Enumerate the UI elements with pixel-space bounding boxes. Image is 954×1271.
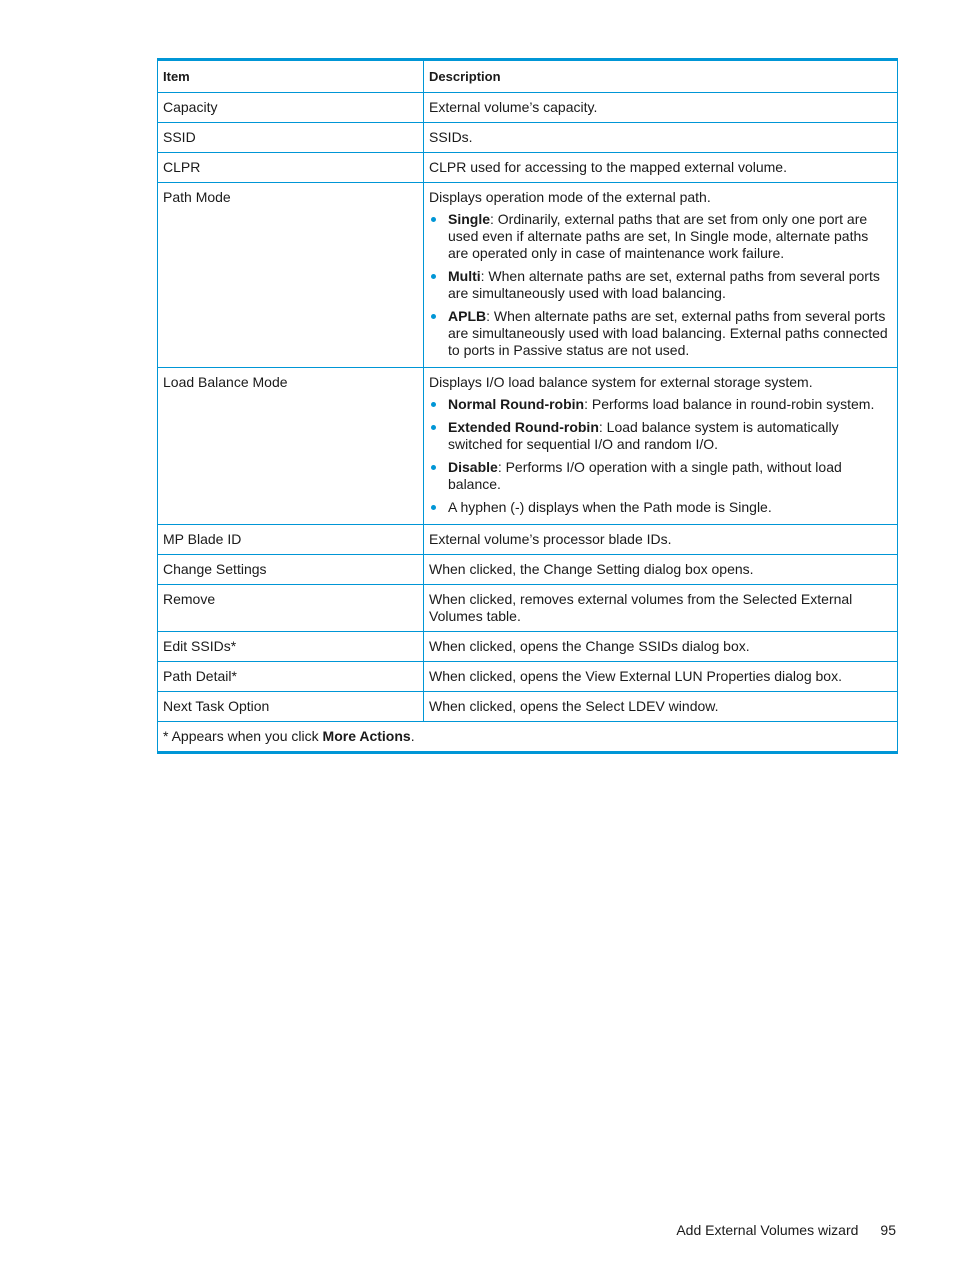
list-item (429, 459, 892, 493)
table-row (158, 585, 898, 632)
table-row (158, 368, 898, 525)
row-item: Path Detail* (158, 662, 424, 692)
list-item (429, 419, 892, 453)
row-description: When clicked, removes external volumes from the Selected External Volumes table. (424, 585, 898, 632)
row-item: MP Blade ID (158, 525, 424, 555)
bullet-term: Disable (448, 459, 498, 475)
bullet-icon (431, 274, 436, 279)
bullet-text: : When alternate paths are set, external paths from several ports are simultaneously used with load balancing. (448, 268, 880, 301)
bullet-icon (431, 425, 436, 430)
page-footer (676, 1222, 896, 1238)
table-row (158, 692, 898, 722)
table-row (158, 183, 898, 368)
row-description (424, 183, 898, 368)
table-row (158, 555, 898, 585)
row-description: When clicked, opens the View External LUN Properties dialog box. (424, 662, 898, 692)
table-row (158, 525, 898, 555)
bullet-icon (431, 402, 436, 407)
row-item: Capacity (158, 93, 424, 123)
bullet-term: APLB (448, 308, 487, 324)
page-number: 95 (880, 1222, 896, 1238)
row-description (424, 368, 898, 525)
bullet-text: : When alternate paths are set, external paths from several ports are simultaneously used with load balancing. External paths connected to ports in Passive status are not used. (448, 308, 888, 358)
row-description: When clicked, the Change Setting dialog box opens. (424, 555, 898, 585)
row-item: CLPR (158, 153, 424, 183)
bullet-text: : Load balance system is automatically switched for sequential I/O and random I/O. (448, 419, 839, 452)
list-item (429, 308, 892, 359)
items-table (157, 58, 898, 754)
table-row (158, 153, 898, 183)
description-text: Displays operation mode of the external path. (429, 189, 711, 205)
bullet-text: : Performs I/O operation with a single path, without load balance. (448, 459, 842, 492)
row-description: When clicked, opens the Select LDEV window. (424, 692, 898, 722)
bullet-icon (431, 505, 436, 510)
bullet-text: : Ordinarily, external paths that are set from only one port are used even if alternate paths are set, In Single mode, alternate paths are operated only in case of maintenance work failure. (448, 211, 869, 261)
row-item: Load Balance Mode (158, 368, 424, 525)
row-description: SSIDs. (424, 123, 898, 153)
row-item: Edit SSIDs* (158, 632, 424, 662)
header-description: Description (424, 60, 898, 93)
row-item: SSID (158, 123, 424, 153)
table-footnote-row (158, 722, 898, 753)
table-row (158, 662, 898, 692)
bullet-icon (431, 465, 436, 470)
row-description: CLPR used for accessing to the mapped external volume. (424, 153, 898, 183)
table-header-row (158, 60, 898, 93)
bullet-icon (431, 217, 436, 222)
bullet-term: Extended Round-robin (448, 419, 599, 435)
footer-section-title: Add External Volumes wizard (676, 1222, 859, 1238)
footnote-emphasis: More Actions (322, 728, 411, 744)
bullet-list (429, 396, 892, 516)
bullet-text: : Performs load balance in round-robin system. (584, 396, 875, 412)
bullet-icon (431, 314, 436, 319)
list-item (429, 211, 892, 262)
row-item: Path Mode (158, 183, 424, 368)
bullet-term: Single (448, 211, 491, 227)
row-description: External volume’s capacity. (424, 93, 898, 123)
header-item: Item (158, 60, 424, 93)
list-item (429, 396, 892, 413)
table-row (158, 123, 898, 153)
bullet-text: A hyphen (-) displays when the Path mode is Single. (448, 499, 772, 515)
table-row (158, 632, 898, 662)
table-row (158, 93, 898, 123)
row-item: Remove (158, 585, 424, 632)
row-item: Change Settings (158, 555, 424, 585)
footnote-prefix: * Appears when you click (163, 728, 323, 744)
row-description: External volume’s processor blade IDs. (424, 525, 898, 555)
row-item: Next Task Option (158, 692, 424, 722)
list-item (429, 499, 892, 516)
description-text: Displays I/O load balance system for external storage system. (429, 374, 813, 390)
list-item (429, 268, 892, 302)
footnote-suffix: . (410, 728, 415, 744)
bullet-list (429, 211, 892, 359)
row-description: When clicked, opens the Change SSIDs dialog box. (424, 632, 898, 662)
bullet-term: Multi (448, 268, 481, 284)
bullet-term: Normal Round-robin (448, 396, 585, 412)
table-footnote (158, 722, 898, 753)
